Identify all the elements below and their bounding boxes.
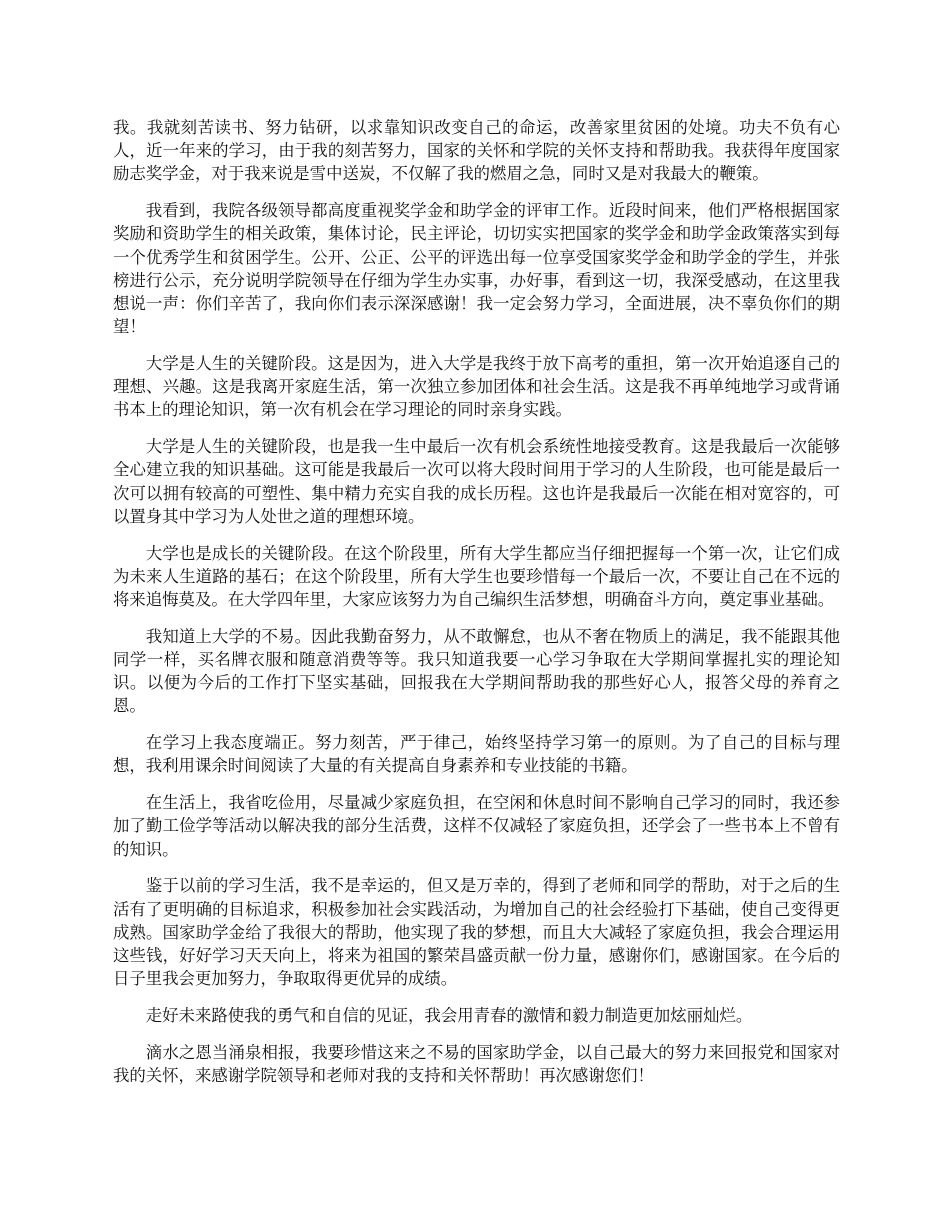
paragraph-2: 我看到，我院各级领导都高度重视奖学金和助学金的评审工作。近段时间来，他们严格根据国家奖励和资助学生的相关政策，集体讨论，民主评论，切切实实把国家的奖学金和助学金政策落实到每一个优秀学生和贫困学生。公开、公正、公平的评选出每一位享受国家奖学金和助学金的学生，并张榜进行公示，充分说明学院领导在仔细为学生办实事，办好事，看到这一切，我深受感动，在这里我想说一声：你们辛苦了，我向你们表示深深感谢！我一定会努力学习，全面进展，决不辜负你们的期望！ <box>113 201 840 337</box>
paragraph-4: 大学是人生的关键阶段，也是我一生中最后一次有机会系统性地接受教育。这是我最后一次能够全心建立我的知识基础。这可能是我最后一次可以将大段时间用于学习的人生阶段，也可能是最后一次可以拥有较高的可塑性、集中精力充实自我的成长历程。这也许是我最后一次能在相对宽容的，可以置身其中学习为人处世之道的理想环境。 <box>113 437 840 526</box>
paragraph-3: 大学是人生的关键阶段。这是因为，进入大学是我终于放下高考的重担，第一次开始追逐自己的理想、兴趣。这是我离开家庭生活，第一次独立参加团体和社会生活。这是我不再单纯地学习或背诵书本上的理论知识，第一次有机会在学习理论的同时亲身实践。 <box>113 354 840 420</box>
paragraph-8: 在生活上，我省吃俭用，尽量减少家庭负担，在空闲和休息时间不影响自己学习的同时，我还参加了勤工俭学等活动以解决我的部分生活费，这样不仅减轻了家庭负担，还学会了一些书本上不曾有的知识。 <box>113 793 840 859</box>
paragraph-6: 我知道上大学的不易。因此我勤奋努力，从不敢懈怠，也从不奢在物质上的满足，我不能跟其他同学一样，买名牌衣服和随意消费等等。我只知道我要一心学习争取在大学期间掌握扎实的理论知识。以便为今后的工作打下坚实基础，回报我在大学期间帮助我的那些好心人，报答父母的养育之恩。 <box>113 626 840 716</box>
paragraph-7: 在学习上我态度端正。努力刻苦，严于律己，始终坚持学习第一的原则。为了自己的目标与理想，我利用课余时间阅读了大量的有关提高自身素养和专业技能的书籍。 <box>113 733 840 776</box>
paragraph-5: 大学也是成长的关键阶段。在这个阶段里，所有大学生都应当仔细把握每一个第一次，让它们成为未来人生道路的基石；在这个阶段里，所有大学生也要珍惜每一个最后一次，不要让自己在不远的将来追悔莫及。在大学四年里，大家应该努力为自己编织生活梦想，明确奋斗方向，奠定事业基础。 <box>113 543 840 610</box>
paragraph-9: 鉴于以前的学习生活，我不是幸运的，但又是万幸的，得到了老师和同学的帮助，对于之后的生活有了更明确的目标追求，积极参加社会实践活动，为增加自己的社会经验打下基础，使自己变得更成熟。国家助学金给了我很大的帮助，他实现了我的梦想，而且大大减轻了家庭负担，我会合理运用这些钱，好好学习天天向上，将来为祖国的繁荣昌盛贡献一份力量，感谢你们，感谢国家。在今后的日子里我会更加努力，争取取得更优异的成绩。 <box>113 876 840 989</box>
paragraph-11: 滴水之恩当涌泉相报，我要珍惜这来之不易的国家助学金，以自己最大的努力来回报党和国家对我的关怀，来感谢学院领导和老师对我的支持和关怀帮助！再次感谢您们！ <box>113 1042 840 1086</box>
document-page <box>113 116 840 1101</box>
paragraph-10: 走好未来路使我的勇气和自信的见证，我会用青春的激情和毅力制造更加炫丽灿烂。 <box>145 1006 753 1026</box>
paragraph-1: 我。我就刻苦读书、努力钻研，以求靠知识改变自己的命运，改善家里贫困的处境。功夫不负有心人，近一年来的学习，由于我的刻苦努力，国家的关怀和学院的关怀支持和帮助我。我获得年度国家励志奖学金，对于我来说是雪中送炭，不仅解了我的燃眉之急，同时又是对我最大的鞭策。 <box>113 118 840 184</box>
